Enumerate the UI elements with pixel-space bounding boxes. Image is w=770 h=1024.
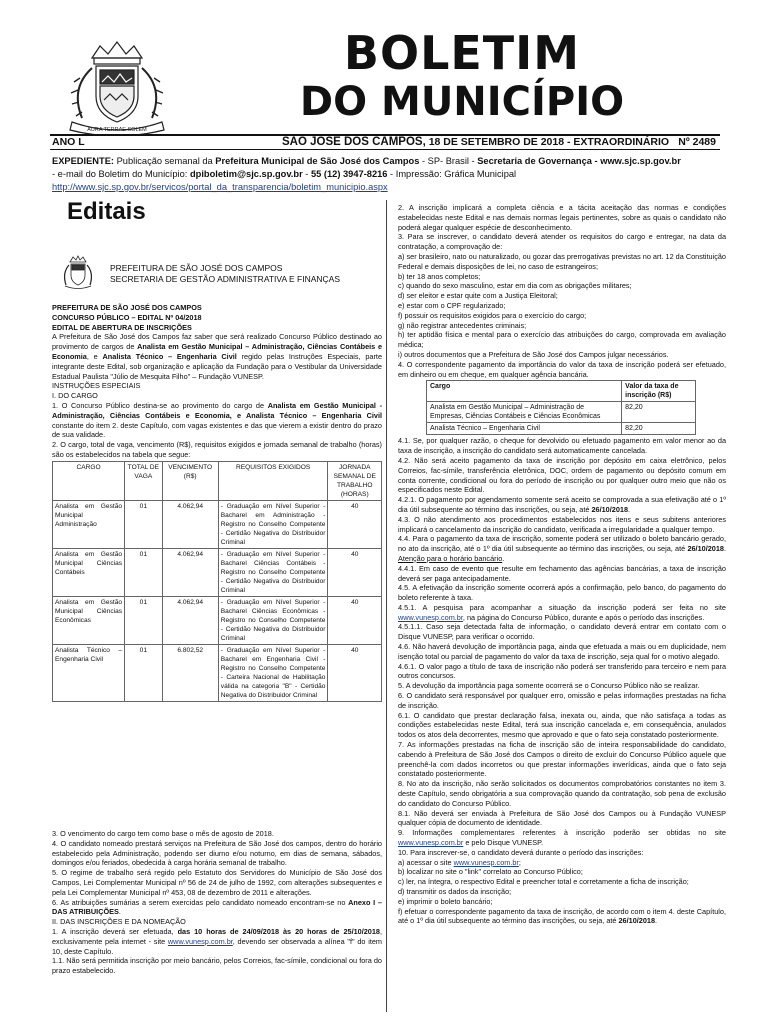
table-cell-req: - Graduação em Nível Superior - Bacharel Ciências Econômicas - Registro no Conselho Competente - Certidão Negativa do Distribuidor Criminal: [218, 596, 328, 644]
issue-number: Nº 2489: [678, 136, 716, 148]
vunesp-link[interactable]: www.vunesp.com.br: [453, 857, 519, 867]
list-item: f) possuir os requisitos exigidos para o exercício do cargo;: [398, 310, 587, 320]
table-cell-jornada: 40: [328, 596, 382, 644]
list-item: d) ser eleitor e estar quite com a Justiça Eleitoral;: [398, 291, 558, 301]
tax-table: Cargo Valor da taxa de inscrição (R$) Analista em Gestão Municipal – Administração de Empresas, Ciências Contábeis e Ciências Econômicas 82,20 Analista Técnico – Engenharia Civil 82,20: [426, 380, 696, 435]
table-row: [53, 548, 382, 596]
table-row: [53, 596, 382, 644]
table-cell-vagas: 01: [125, 644, 163, 701]
list-item: h) ter aptidão física e mental para o exercício das atribuições do cargo, comprovada em avaliação médica;: [398, 330, 726, 350]
table-row: [53, 644, 382, 701]
table-header-cell: REQUISITOS EXIGIDOS: [218, 461, 328, 500]
table-cell-cargo: Analista em Gestão Municipal Ciências Contábeis: [53, 548, 125, 596]
table-header-cell: JORNADA SEMANAL DE TRABALHO (HORAS): [328, 461, 382, 500]
table-header-cell: TOTAL DE VAGA: [125, 461, 163, 500]
column-divider: [386, 200, 387, 1012]
table-cell-jornada: 40: [328, 548, 382, 596]
vunesp-link[interactable]: www.vunesp.com.br: [167, 936, 233, 946]
table-cell-req: - Graduação em Nível Superior - Bacharel em Engenharia Civil - Registro no Conselho Competente - Carteira Nacional de Habilitação válida na categoria "B" - Certidão Negativa do Distribuidor Criminal: [218, 644, 328, 701]
issue-date-line: [282, 136, 669, 148]
issue-date: 18 DE SETEMBRO DE 2018 - EXTRAORDINÁRIO: [425, 136, 670, 148]
list-item: b) ter 18 anos completos;: [398, 271, 481, 281]
table-cell-cargo: Analista em Gestão Municipal Administração: [53, 500, 125, 548]
vunesp-link[interactable]: www.vunesp.com.br: [398, 838, 464, 848]
table-cell-jornada: 40: [328, 644, 382, 701]
table-header-cell: VENCIMENTO (R$): [162, 461, 218, 500]
left-column: PREFEITURA DE SÃO JOSÉ DOS CAMPOS CONCURSO PÚBLICO – EDITAL Nº 04/2018 EDITAL DE ABERTURA DE INSCRIÇÕES A Prefeitura de São José dos Campos faz saber que será realizado Concurso Público destinado ao provimento de cargos de Analista em Gestão Municipal – Administração, Ciências Contábeis e Economia, e Analista Técnico – Engenharia Civil regido pelas Instruções Especiais, parte integrante deste Edital, sob organização e aplicação da Fundação para o Vestibular da Universidade Estadual Paulista "Júlio de Mesquita Filho" – Fundação VUNESP. INSTRUÇÕES ESPECIAIS I. DO CARGO 1. O Concurso Público destina-se ao provimento do cargo de Analista em Gestão Municipal - Administração, Ciências Contábeis e Economia, e Analista Técnico – Engenharia Civil constante do item 2. deste Capítulo, com vagas existentes e das que vierem a existir dentro do prazo de sua validade. 2. O cargo, total de vaga, vencimento (R$), requisitos exigidos e jornada semanal de trabalho (horas) são os estabelecidos na tabela que segue: CARGO TOTAL DE VAGA VENCIMENTO (R$) REQUISITOS EXIGIDOS JORNADA SEMANAL DE TRABALHO (HORAS) Analista em Gestão Municipal Administração 01 4.062,94 - Graduação em Nível Superior - Bacharel em Administração - Registro no Conselho Competente - Certidão Negativa do Distribuidor Criminal 40 Analista em Gestão Municipal Ciências Contábeis 01 4.062,94 - Graduação em Nível Superior - Bacharel Ciências Contábeis - Registro no Conselho Competente - Certidão Negativa do Distribuidor Criminal 40 Analista em Gestão Municipal Ciências Econômicas 01 4.062,94 - Graduação em Nível Superior - Bacharel Ciências Econômicas - Registro no Conselho Competente - Certidão Negativa do Distribuidor Criminal 40 Analista Técnico – Engenharia Civil 01 6.802,52 - Graduação em Nível Superior - Bacharel em Engenharia Civil - Registro no Conselho Competente - Carteira Nacional de Habilitação válida na categoria "B" - Certidão Negativa do Distribuidor Criminal 40: [52, 303, 382, 703]
city-crest-icon: [52, 38, 182, 136]
section-title: Editais: [67, 198, 146, 225]
list-item: c) quando do sexo masculino, estar em dia com as obrigações militares;: [398, 281, 632, 291]
left-column-bottom: 3. O vencimento do cargo tem como base o mês de agosto de 2018. 4. O candidato nomeado prestará serviços na Prefeitura de São José dos campos, dentro do horário estabelecido pela Administração, podendo ser diurno e/ou noturno, em dias de semana, sábados, domingos e/ou feriados, obedecida à carga horária semanal de trabalho. 5. O regime de trabalho será regido pelo Estatuto dos Servidores do Município de São José dos Campos, Lei Complementar Municipal nº 56 de 24 de julho de 1992, com alterações subsequentes e pela Lei Complementar Municipal nº 453, 08 de dezembro de 2011 e alterações. 6. As atribuições sumárias a serem exercidas pelo candidato nomeado encontram-se no Anexo I – DAS ATRIBUIÇÕES. II. DAS INSCRIÇÕES E DA NOMEAÇÃO 1. A inscrição deverá ser efetuada, das 10 horas de 24/09/2018 às 20 horas de 25/10/2018, exclusivamente pela internet - site www.vunesp.com.br, devendo ser observada a alínea "f" do item 10, deste Capítulo. 1.1. Não será permitida inscrição por meio bancário, pelos Correios, fac-símile, condicional ou fora do prazo estabelecido.: [52, 829, 383, 976]
city-crest-small-icon: [60, 255, 96, 291]
list-item: e) estar com o CPF regularizado;: [398, 300, 506, 310]
table-row: [53, 500, 382, 548]
table-cell-req: - Graduação em Nível Superior - Bacharel em Administração - Registro no Conselho Competente - Certidão Negativa do Distribuidor Criminal: [218, 500, 328, 548]
cargos-table: [52, 461, 382, 702]
table-cell-vagas: 01: [125, 500, 163, 548]
issue-bar: [50, 135, 720, 149]
table-cell-venc: 6.802,52: [162, 644, 218, 701]
requirements-list: [398, 252, 726, 360]
table-cell-vagas: 01: [125, 548, 163, 596]
table-cell-vagas: 01: [125, 596, 163, 644]
expediente: EXPEDIENTE: Publicação semanal da Prefeitura Municipal de São José dos Campos - SP- Brasil - Secretaria de Governança - www.sjc.sp.gov.br - e-mail do Boletim do Município: dpiboletim@sjc.sp.gov.br - 55 (12) 3947-8216 - Impressão: Gráfica Municipal http://www.sjc.sp.gov.br/servicos/portal_da_transparencia/boletim_municipio.aspx: [52, 156, 681, 192]
crest-motto: AURA TERRAE SOLEM: [87, 127, 147, 133]
list-item: i) outros documentos que a Prefeitura de São José dos Campos julgar necessários.: [398, 349, 669, 359]
table-cell-venc: 4.062,94: [162, 596, 218, 644]
right-column: 2. A inscrição implicará a completa ciência e a tácita aceitação das normas e condições estabelecidas neste Edital e nas demais normas legais pertinentes, sobre as quais o candidato não poderá alegar qualquer espécie de desconhecimento. 3. Para se inscrever, o candidato deverá atender os requisitos do cargo e entregar, na data da contratação, a comprovação de: a) ser brasileiro, nato ou naturalizado, ou gozar das prerrogativas previstas no art. 12 da Constituição Federal e demais disposições de lei, no caso de estrangeiros; b) ter 18 anos completos; c) quando do sexo masculino, estar em dia com as obrigações militares; d) ser eleitor e estar quite com a Justiça Eleitoral; e) estar com o CPF regularizado; f) possuir os requisitos exigidos para o exercício do cargo; g) não registrar antecedentes criminais; h) ter aptidão física e mental para o exercício das atribuições do cargo, comprovada em avaliação médica; i) outros documentos que a Prefeitura de São José dos Campos julgar necessários. 4. O correspondente pagamento da importância do valor da taxa de inscrição poderá ser efetuado, em dinheiro ou em cheque, em qualquer agência bancária. Cargo Valor da taxa de inscrição (R$) Analista em Gestão Municipal – Administração de Empresas, Ciências Contábeis e Ciências Econômicas 82,20 Analista Técnico – Engenharia Civil 82,20 4.1. Se, por qualquer razão, o cheque for devolvido ou efetuado pagamento em valor menor ao da taxa de inscrição, a inscrição do candidato será automaticamente cancelada. 4.2. Não será aceito pagamento da taxa de inscrição por depósito em caixa eletrônico, pelos Correios, fac-símile, transferência eletrônica, DOC, ordem de pagamento ou depósito comum em conta corrente, condicional ou fora do período de inscrição ou por qualquer outro meio que não os especificados neste Edital. 4.2.1. O pagamento por agendamento somente será aceito se comprovada a sua efetivação até o 1º dia útil subsequente ao término das inscrições, ou seja, até 26/10/2018. 4.3. O não atendimento aos procedimentos estabelecidos nos itens e seus subitens anteriores implicará o cancelamento da inscrição do candidato, verificada a irregularidade a qualquer tempo. 4.4. Para o pagamento da taxa de inscrição, somente poderá ser utilizado o boleto bancário gerado, no ato da inscrição, até o 1º dia útil subsequente ao término das inscrições, ou seja, até 26/10/2018. Atenção para o horário bancário. 4.4.1. Em caso de evento que resulte em fechamento das agências bancárias, a taxa de inscrição deverá ser paga antecipadamente. 4.5. A efetivação da inscrição somente ocorrerá após a confirmação, pelo banco, do pagamento do boleto referente à taxa. 4.5.1. A pesquisa para acompanhar a situação da inscrição poderá ser feita no site www.vunesp.com.br, na página do Concurso Público, durante e após o período das inscrições. 4.5.1.1. Caso seja detectada falta de informação, o candidato deverá entrar em contato com o Disque VUNESP, para verificar o ocorrido. 4.6. Não haverá devolução de importância paga, ainda que efetuada a mais ou em duplicidade, nem isenção total ou parcial de pagamento do valor da taxa de inscrição, seja qual for o motivo alegado. 4.6.1. O valor pago a título de taxa de inscrição não poderá ser transferido para terceiro e nem para outros concursos. 5. A devolução da importância paga somente ocorrerá se o Concurso Público não se realizar. 6. O candidato será responsável por qualquer erro, omissão e pelas informações prestadas na ficha de inscrição. 6.1. O candidato que prestar declaração falsa, inexata ou, ainda, que não satisfaça a todas as condições estabelecidas neste Edital, terá sua inscrição cancelada e, em consequência, anulados todos os atos dela decorrentes, mesmo que aprovado e que o fato seja constatado posteriormente. 7. As informações prestadas na ficha de inscrição são de inteira responsabilidade do candidato, cabendo à Prefeitura de São José dos Campos o direito de excluir do Concurso Público aquele que preenchê-la com dados incorretos ou que prestar informações inverídicas, ainda que o fato seja constatado posteriormente. 8. No ato da inscrição, não serão solicitados os documentos comprobatórios constantes no item 3. deste Capítulo, sendo obrigatória a sua comprovação quando da contratação, sob pena de exclusão do candidato do Concurso Público. 8.1. Não deverá ser enviada à Prefeitura de São José dos Campos ou à Fundação VUNESP qualquer cópia de documento de identidade. 9. Informações complementares referentes à inscrição poderão ser obtidas no site www.vunesp.com.br e pelo Disque VUNESP. 10. Para inscrever-se, o candidato deverá durante o período das inscrições: a) acessar o site www.vunesp.com.br; b) localizar no site o "link" correlato ao Concurso Público; c) ler, na íntegra, o respectivo Edital e preencher total e corretamente a ficha de inscrição; d) transmitir os dados da inscrição; e) imprimir o boleto bancário; f) efetuar o correspondente pagamento da taxa de inscrição, de acordo com o item 4. deste Capítulo, até o 1º dia útil subsequente ao término das inscrições, ou seja, até 26/10/2018.: [398, 203, 726, 926]
table-cell-venc: 4.062,94: [162, 500, 218, 548]
masthead-title-line2: DO MUNICÍPIO: [299, 79, 625, 125]
table-cell-venc: 4.062,94: [162, 548, 218, 596]
table-cell-cargo: Analista Técnico – Engenharia Civil: [53, 644, 125, 701]
masthead-rule-bottom: [50, 149, 720, 150]
table-cell-cargo: Analista em Gestão Municipal Ciências Econômicas: [53, 596, 125, 644]
table-cell-jornada: 40: [328, 500, 382, 548]
prefeitura-block: PREFEITURA DE SÃO JOSÉ DOS CAMPOS SECRETARIA DE GESTÃO ADMINISTRATIVA E FINANÇAS: [110, 263, 341, 284]
masthead-title-line1: BOLETIM: [343, 26, 581, 80]
table-header-cell: CARGO: [53, 461, 125, 500]
list-item: g) não registrar antecedentes criminais;: [398, 320, 527, 330]
table-cell-req: - Graduação em Nível Superior - Bacharel Ciências Contábeis - Registro no Conselho Competente - Certidão Negativa do Distribuidor Criminal: [218, 548, 328, 596]
list-item: a) ser brasileiro, nato ou naturalizado, ou gozar das prerrogativas previstas no art. 12 da Constituição Federal e demais disposições de lei, no caso de estrangeiros;: [398, 251, 726, 271]
issue-city: SÃO JOSÉ DOS CAMPOS,: [282, 136, 426, 148]
issue-year: ANO L: [52, 136, 85, 148]
transparency-link[interactable]: http://www.sjc.sp.gov.br/servicos/portal_da_transparencia/boletim_municipio.aspx: [52, 182, 388, 192]
vunesp-link[interactable]: www.vunesp.com.br: [398, 612, 463, 622]
